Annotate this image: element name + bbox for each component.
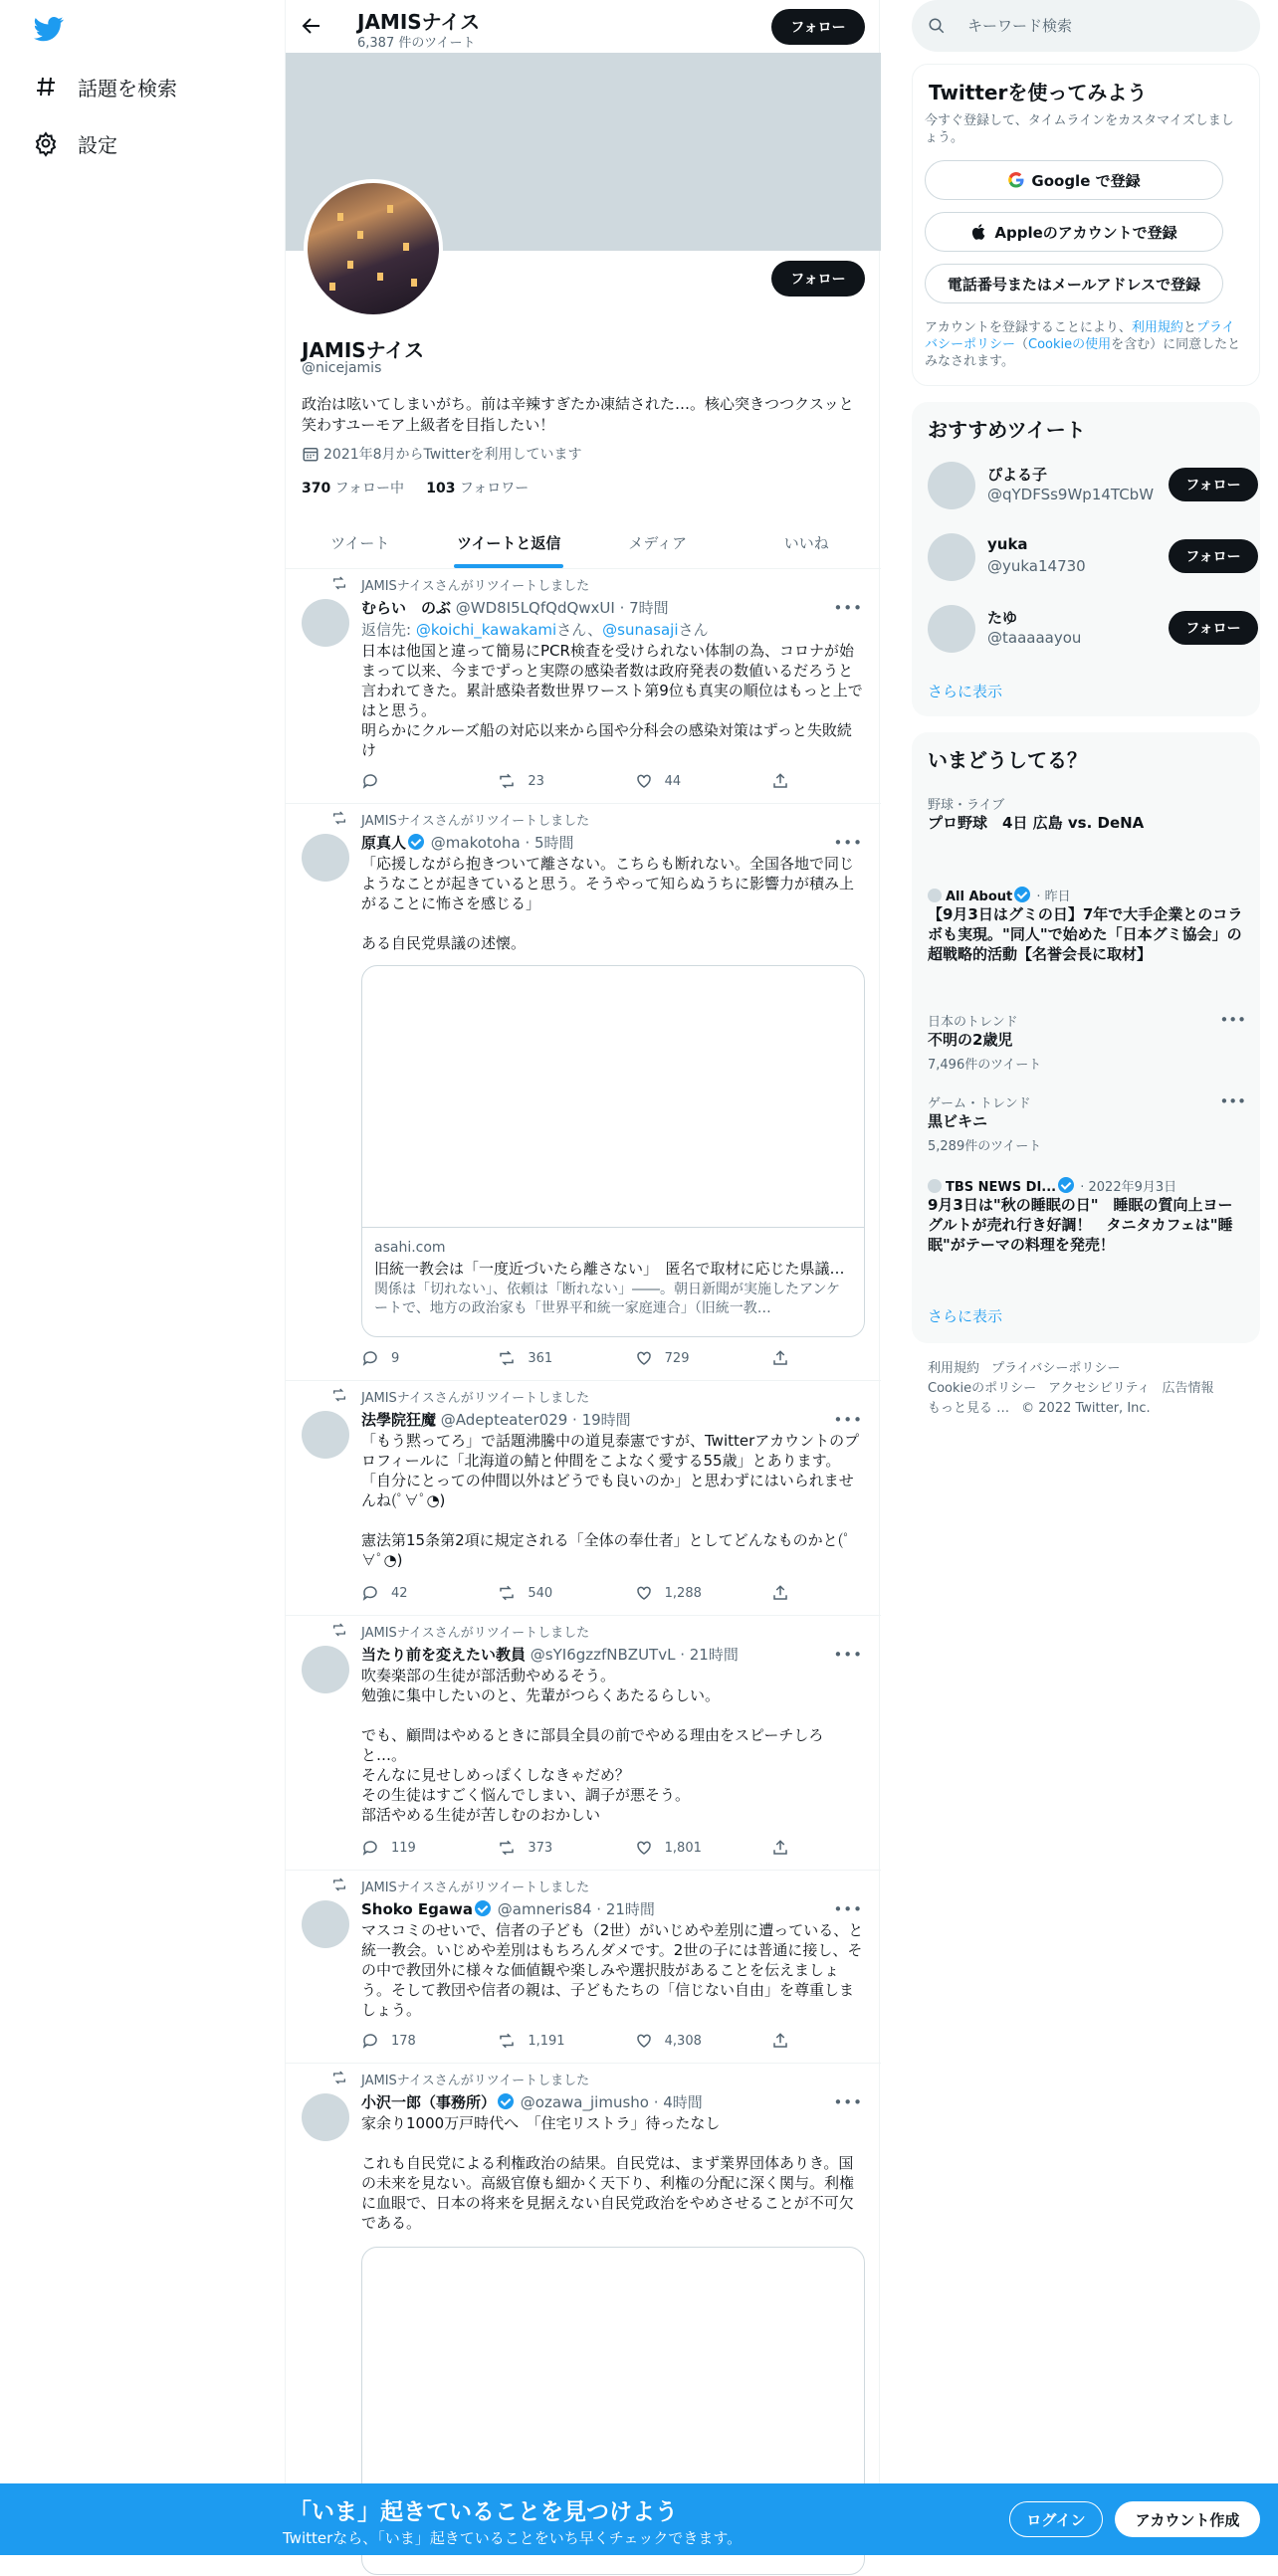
trends-box bbox=[912, 732, 1260, 1343]
retweet-icon bbox=[498, 2032, 516, 2050]
avatar[interactable] bbox=[928, 533, 975, 581]
nav-settings-label: 設定 bbox=[78, 132, 117, 157]
more-icon[interactable]: ••• bbox=[833, 599, 863, 617]
profile-follow-stats bbox=[302, 478, 529, 497]
recommended-account[interactable] bbox=[928, 599, 1246, 659]
retweet-icon bbox=[331, 1387, 347, 1403]
trend-title: 9月3日は"秋の睡眠の日" 睡眠の質向上ヨーグルトが売れ行き好調！ タニタカフェは"睡眠"がテーマの料理を発売！ bbox=[928, 1196, 1233, 1254]
share-button[interactable] bbox=[771, 772, 789, 790]
reply-mention[interactable]: @koichi_kawakami bbox=[415, 621, 557, 639]
tweet-meta: @sYI6gzzfNBZUTvL · 21時間 bbox=[530, 1646, 739, 1664]
retweet-context: JAMISナイスさんがリツイートしました bbox=[361, 575, 589, 594]
tweet-avatar[interactable] bbox=[302, 599, 349, 647]
tweet[interactable] bbox=[286, 1871, 881, 2064]
tweet-actions bbox=[361, 1349, 789, 1367]
google-signup-button[interactable]: Google で登録 bbox=[925, 160, 1223, 200]
retweet-icon bbox=[331, 575, 347, 591]
heart-icon bbox=[635, 1349, 653, 1367]
tweet-header bbox=[361, 832, 829, 853]
tweet[interactable] bbox=[286, 2064, 881, 2555]
recommended-follow-button[interactable]: フォロー bbox=[1169, 468, 1258, 501]
signup-title: Twitterを使ってみよう bbox=[929, 81, 1148, 104]
trend-item[interactable] bbox=[928, 1011, 1246, 1073]
apple-signup-button[interactable]: Appleのアカウントで登録 bbox=[925, 212, 1223, 252]
google-icon bbox=[1007, 171, 1025, 189]
login-button[interactable]: ログイン bbox=[1009, 2501, 1103, 2537]
recommended-name: ぴよる子 bbox=[987, 466, 1048, 484]
tweet-meta: @WD8I5LQfQdQwxUI · 7時間 bbox=[455, 599, 669, 617]
trend-title: 黒ビキニ bbox=[928, 1112, 988, 1130]
like-button[interactable]: 1,288 bbox=[635, 1584, 735, 1602]
reply-button[interactable] bbox=[361, 772, 461, 790]
recommended-account[interactable] bbox=[928, 456, 1246, 515]
retweet-context: JAMISナイスさんがリツイートしました bbox=[361, 2070, 589, 2088]
footer-ads[interactable]: 広告情報 bbox=[1162, 1381, 1214, 1396]
profile-joined-text: 2021年8月からTwitterを利用しています bbox=[323, 447, 582, 463]
share-button[interactable] bbox=[771, 1584, 789, 1602]
retweet-icon bbox=[331, 1622, 347, 1638]
tweet[interactable] bbox=[286, 569, 881, 804]
tweet-author[interactable]: 法學院狂魔 bbox=[361, 1411, 437, 1429]
reply-icon bbox=[361, 1839, 379, 1857]
bottom-signup-bar bbox=[0, 2483, 1278, 2555]
footer-terms[interactable]: 利用規約 bbox=[928, 1361, 980, 1376]
tweet[interactable] bbox=[286, 804, 881, 1381]
trend-source: All About · 昨日 bbox=[928, 886, 1246, 904]
tweet-avatar[interactable] bbox=[302, 1900, 349, 1948]
retweet-context: JAMISナイスさんがリツイートしました bbox=[361, 1877, 589, 1895]
retweet-context: JAMISナイスさんがリツイートしました bbox=[361, 810, 589, 829]
verified-badge-icon bbox=[1058, 1177, 1074, 1193]
tab-media[interactable]: メディア bbox=[628, 534, 688, 552]
share-icon bbox=[771, 1584, 789, 1602]
trends-title: いまどうしてる？ bbox=[928, 748, 1087, 772]
more-icon[interactable]: ••• bbox=[1219, 1011, 1246, 1029]
more-icon[interactable]: ••• bbox=[833, 1900, 863, 1918]
tweet-text: マスコミのせいで、信者の子ども（2世）がいじめや差別に遭っている、と統一教会。いじめや差別はもちろんダメです。2世の子には普通に接し、その中で教団外に様々な価値観や楽しみや選択肢があることを伝えましょう。そして教団や信者の親は、子どもたちの「信じない自由」を尊重しましょう。 bbox=[361, 1921, 864, 2019]
heart-icon bbox=[635, 1839, 653, 1857]
profile-avatar[interactable] bbox=[304, 179, 443, 318]
share-button[interactable] bbox=[771, 1839, 789, 1857]
retweet-button[interactable]: 373 bbox=[498, 1839, 597, 1857]
verified-badge-icon bbox=[475, 1900, 491, 1916]
profile-handle: @nicejamis bbox=[302, 360, 382, 376]
signup-subtitle: 今すぐ登録して、タイムラインをカスタマイズしましょう。 bbox=[925, 113, 1234, 145]
tweet[interactable] bbox=[286, 1616, 881, 1871]
share-button[interactable] bbox=[771, 1349, 789, 1367]
tweet-header bbox=[361, 597, 829, 618]
trend-title: 【9月3日はグミの日】7年で大手企業とのコラボも実現。"同人"で始めた「日本グミ協会」の超戦略的活動【名誉会長に取材】 bbox=[928, 905, 1243, 963]
tweet-meta: @ozawa_jimusho · 4時間 bbox=[520, 2093, 703, 2111]
retweet-icon bbox=[498, 1349, 516, 1367]
heart-icon bbox=[635, 1584, 653, 1602]
share-icon bbox=[771, 1839, 789, 1857]
tweet-avatar[interactable] bbox=[302, 1646, 349, 1693]
reply-icon bbox=[361, 2032, 379, 2050]
reply-context: 返信先: @koichi_kawakamiさん、@sunasajiさん bbox=[361, 621, 709, 639]
tweet-text: 家余り1000万戸時代へ 「住宅リストラ」待ったなし これも自民党による利権政治の結果。自民党は、まず業界団体ありき。国の未来を見ない。高級官僚も細かく天下り、利権の分配に深く関与。利権に血眼で、日本の将来を見据えない自民党政治をやめさせることが不可欠である。 bbox=[361, 2114, 855, 2232]
reply-button[interactable]: 178 bbox=[361, 2032, 461, 2050]
recommended-handle: @yuka14730 bbox=[987, 557, 1086, 575]
like-button[interactable]: 4,308 bbox=[635, 2032, 735, 2050]
tweet-text: 吹奏楽部の生徒が部活動やめるそう。 勉強に集中したいのと、先輩がつらくあたるらしい。 でも、顧問はやめるときに部員全員の前でやめる理由をスピーチしろと…。 そんなに見せしめっぽくしなきゃだめ？ その生徒はすごく悩んでしまい、調子が悪そう。 部活やめる生徒が苦しむのおかしい bbox=[361, 1667, 824, 1824]
footer-more[interactable]: もっと見る … bbox=[928, 1401, 1010, 1416]
tweet-text: 「もう黙ってろ」で話題沸騰中の道見泰憲ですが、Twitterアカウントのプロフィールに「北海道の鯖と仲間をこよなく愛する55歳」とあります。 「自分にとっての仲間以外はどうでも良いのか」と思わずにはいられませんね(ﾟ∀ﾟ◔) 憲法第15条第2項に規定される「全体の奉仕者」としてどんなものかと(ﾟ∀ﾟ◔) bbox=[361, 1432, 860, 1569]
tweet-avatar[interactable] bbox=[302, 2093, 349, 2141]
signup-terms: アカウントを登録することにより、利用規約とプライバシーポリシー（Cookieの使用を含む）に同意したとみなされます。 bbox=[925, 320, 1241, 369]
retweet-button[interactable]: 23 bbox=[498, 772, 597, 790]
gear-icon bbox=[34, 131, 58, 155]
nav-explore-label: 話題を検索 bbox=[78, 76, 177, 100]
tweet-header bbox=[361, 1898, 829, 1919]
footer-cookie[interactable]: Cookieのポリシー bbox=[928, 1381, 1037, 1396]
recommend-title: おすすめツイート bbox=[928, 418, 1086, 442]
main-column bbox=[285, 0, 880, 2555]
like-button[interactable]: 729 bbox=[635, 1349, 735, 1367]
tweet-meta: @amneris84 · 21時間 bbox=[497, 1900, 655, 1918]
reply-icon bbox=[361, 1584, 379, 1602]
recommended-follow-button[interactable]: フォロー bbox=[1169, 539, 1258, 573]
trend-count: 7,496件のツイート bbox=[928, 1058, 1042, 1073]
tweet-actions bbox=[361, 1584, 789, 1602]
trend-source: TBS NEWS DI... · 2022年9月3日 bbox=[928, 1176, 1246, 1195]
retweet-context: JAMISナイスさんがリツイートしました bbox=[361, 1622, 589, 1641]
tweet-meta: @Adepteater029 · 19時間 bbox=[440, 1411, 631, 1429]
trend-title: プロ野球 4日 広島 vs. DeNA bbox=[928, 814, 1145, 832]
recommended-tweets-box bbox=[912, 402, 1260, 716]
tweet-author[interactable]: 原真人 bbox=[361, 834, 407, 852]
tweet-text: 日本は他国と違って簡易にPCR検査を受けられない体制の為、コロナが始まって以来、今までずっと実際の感染者数は政府発表の数値いるだろうと言われてきた。累計感染者数世界ワースト第9位も真実の順位はもっと上ではと思う。 明らかにクルーズ船の対応以来から国や分科会の感染対策はずっと失敗続け bbox=[361, 642, 863, 759]
recommended-handle: @taaaaayou bbox=[987, 629, 1082, 647]
reply-button[interactable]: 119 bbox=[361, 1839, 461, 1857]
avatar[interactable] bbox=[928, 462, 975, 509]
footer-privacy[interactable]: プライバシーポリシー bbox=[991, 1361, 1121, 1376]
retweet-icon bbox=[498, 772, 516, 790]
terms-link[interactable]: 利用規約 bbox=[1131, 320, 1183, 335]
tweet-actions bbox=[361, 1839, 789, 1857]
source-avatar bbox=[928, 889, 942, 902]
retweet-button[interactable]: 361 bbox=[498, 1349, 597, 1367]
retweet-icon bbox=[498, 1584, 516, 1602]
verified-badge-icon bbox=[498, 2093, 514, 2109]
more-icon[interactable]: ••• bbox=[833, 834, 863, 852]
link-card-description: 関係は「切れない」、依頼は「断れない」――。朝日新聞が実施したアンケートで、地方の政治家も「世界平和統一家庭連合」（旧統一教… bbox=[374, 1282, 841, 1316]
tab-tweets[interactable]: ツイート bbox=[330, 534, 390, 552]
recommended-follow-button[interactable]: フォロー bbox=[1169, 611, 1258, 645]
reply-button[interactable]: 42 bbox=[361, 1584, 461, 1602]
retweet-context: JAMISナイスさんがリツイートしました bbox=[361, 1387, 589, 1406]
tweet-author[interactable]: 当たり前を変えたい教員 bbox=[361, 1646, 527, 1664]
trend-title: 不明の2歳児 bbox=[928, 1031, 1013, 1049]
like-button[interactable]: 1,801 bbox=[635, 1839, 735, 1857]
retweet-icon bbox=[498, 1839, 516, 1857]
signup-button[interactable]: アカウント作成 bbox=[1115, 2501, 1260, 2537]
tweet-text: 「応援しながら抱きついて離さない。こちらも断れない。全国各地で同じようなことが起きていると思う。そうやって知らぬうちに影響力が積み上がることに怖さを感じる」 ある自民党県議の述懐。 bbox=[361, 855, 855, 952]
sidebar-footer bbox=[928, 1359, 1256, 1419]
trends-show-more[interactable]: さらに表示 bbox=[928, 1307, 1003, 1325]
back-arrow-icon[interactable] bbox=[300, 14, 323, 38]
nav-settings[interactable] bbox=[34, 123, 117, 163]
like-button[interactable]: 44 bbox=[635, 772, 735, 790]
reply-mention[interactable]: @sunasaji bbox=[602, 621, 679, 639]
topbar-tweet-count: 6,387 件のツイート bbox=[357, 36, 476, 51]
recommend-show-more[interactable]: さらに表示 bbox=[928, 683, 1003, 700]
profile-name: JAMISナイス bbox=[302, 338, 425, 362]
reply-button[interactable]: 9 bbox=[361, 1349, 461, 1367]
phone-email-signup-button[interactable]: 電話番号またはメールアドレスで登録 bbox=[925, 264, 1223, 303]
tweet-actions bbox=[361, 772, 789, 790]
retweet-button[interactable]: 540 bbox=[498, 1584, 597, 1602]
retweet-icon bbox=[331, 2070, 347, 2085]
share-icon bbox=[771, 1349, 789, 1367]
more-icon[interactable]: ••• bbox=[833, 1646, 863, 1664]
tweet-author[interactable]: むらい のぶ bbox=[361, 599, 452, 617]
trend-item[interactable] bbox=[928, 886, 1246, 964]
retweet-icon bbox=[331, 810, 347, 826]
link-card[interactable] bbox=[361, 965, 865, 1337]
profile-topbar bbox=[286, 0, 881, 53]
profile-tabs bbox=[286, 517, 881, 569]
nav-explore[interactable] bbox=[34, 67, 177, 106]
retweet-icon bbox=[331, 1877, 347, 1892]
profile-bio: 政治は呟いてしまいがち。前は辛辣すぎたか凍結された…。核心突きつつクスッと笑わすユーモア上級者を目指したい！ bbox=[302, 395, 854, 434]
tweet-header bbox=[361, 2091, 829, 2112]
trend-count: 5,289件のツイート bbox=[928, 1139, 1042, 1154]
link-card-image bbox=[362, 966, 864, 1228]
privacy-link[interactable]: プライバシーポリシー bbox=[925, 320, 1235, 352]
verified-badge-icon bbox=[408, 834, 424, 850]
reply-icon bbox=[361, 1349, 379, 1367]
apple-icon bbox=[970, 223, 988, 241]
trend-category: 日本のトレンド bbox=[928, 1015, 1018, 1030]
recommended-handle: @qYDFSs9Wp14TCbW bbox=[987, 486, 1155, 503]
recommended-name: たゆ bbox=[987, 609, 1018, 627]
tweet-avatar[interactable] bbox=[302, 834, 349, 882]
share-icon bbox=[771, 2032, 789, 2050]
profile-joined bbox=[302, 444, 581, 464]
tweet-header bbox=[361, 1409, 829, 1430]
trend-item[interactable] bbox=[928, 1176, 1246, 1255]
link-card-title: 旧統一教会は「一度近づいたら離さない」 匿名で取材に応じた県議… bbox=[374, 1260, 845, 1278]
verified-badge-icon bbox=[1014, 887, 1030, 902]
retweet-button[interactable]: 1,191 bbox=[498, 2032, 597, 2050]
tab-likes[interactable]: いいね bbox=[783, 534, 829, 552]
trend-item[interactable] bbox=[928, 794, 1246, 833]
search-bar[interactable] bbox=[912, 0, 1260, 52]
tweet-meta: @makotoha · 5時間 bbox=[430, 834, 574, 852]
following-link[interactable]: 370 フォロー中 bbox=[302, 481, 404, 496]
tweet-header bbox=[361, 1644, 829, 1665]
more-icon[interactable]: ••• bbox=[833, 2093, 863, 2111]
more-icon[interactable]: ••• bbox=[1219, 1092, 1246, 1110]
footer-copyright: © 2022 Twitter, Inc. bbox=[1021, 1401, 1151, 1416]
bottom-bar-title: 「いま」起きていることを見つけよう bbox=[289, 2499, 678, 2525]
twitter-logo-icon[interactable] bbox=[34, 14, 64, 44]
bottom-bar-subtitle: Twitterなら、「いま」起きていることをいち早くチェックできます。 bbox=[283, 2529, 743, 2547]
tweet-author[interactable]: 小沢一郎（事務所） bbox=[361, 2093, 497, 2111]
recommended-account[interactable] bbox=[928, 527, 1246, 587]
signup-box bbox=[912, 64, 1260, 386]
cookie-link[interactable]: Cookieの使用 bbox=[1028, 337, 1112, 352]
profile-follow-button[interactable]: フォロー bbox=[771, 261, 865, 297]
recommended-name: yuka bbox=[987, 535, 1028, 553]
calendar-icon bbox=[302, 445, 320, 463]
tweet-actions bbox=[361, 2032, 789, 2050]
topbar-title: JAMISナイス bbox=[357, 10, 481, 34]
source-avatar bbox=[928, 1179, 942, 1193]
topbar-follow-button[interactable]: フォロー bbox=[771, 9, 865, 45]
tweet-avatar[interactable] bbox=[302, 1411, 349, 1459]
trend-category: 野球・ライブ bbox=[928, 798, 1005, 813]
tweet-author[interactable]: Shoko Egawa bbox=[361, 1900, 473, 1918]
hashtag-icon bbox=[34, 75, 58, 99]
reply-icon bbox=[361, 772, 379, 790]
tweet[interactable] bbox=[286, 1381, 881, 1616]
trend-item[interactable] bbox=[928, 1092, 1246, 1154]
link-card-domain: asahi.com bbox=[374, 1240, 446, 1256]
more-icon[interactable]: ••• bbox=[833, 1411, 863, 1429]
search-icon bbox=[928, 17, 946, 35]
heart-icon bbox=[635, 2032, 653, 2050]
share-icon bbox=[771, 772, 789, 790]
share-button[interactable] bbox=[771, 2032, 789, 2050]
followers-link[interactable]: 103 フォロワー bbox=[426, 481, 530, 496]
heart-icon bbox=[635, 772, 653, 790]
tab-tweets-and-replies[interactable]: ツイートと返信 bbox=[435, 517, 584, 568]
footer-accessibility[interactable]: アクセシビリティ bbox=[1048, 1381, 1151, 1396]
search-input[interactable] bbox=[967, 17, 1226, 35]
avatar[interactable] bbox=[928, 605, 975, 653]
trend-category: ゲーム・トレンド bbox=[928, 1096, 1031, 1111]
